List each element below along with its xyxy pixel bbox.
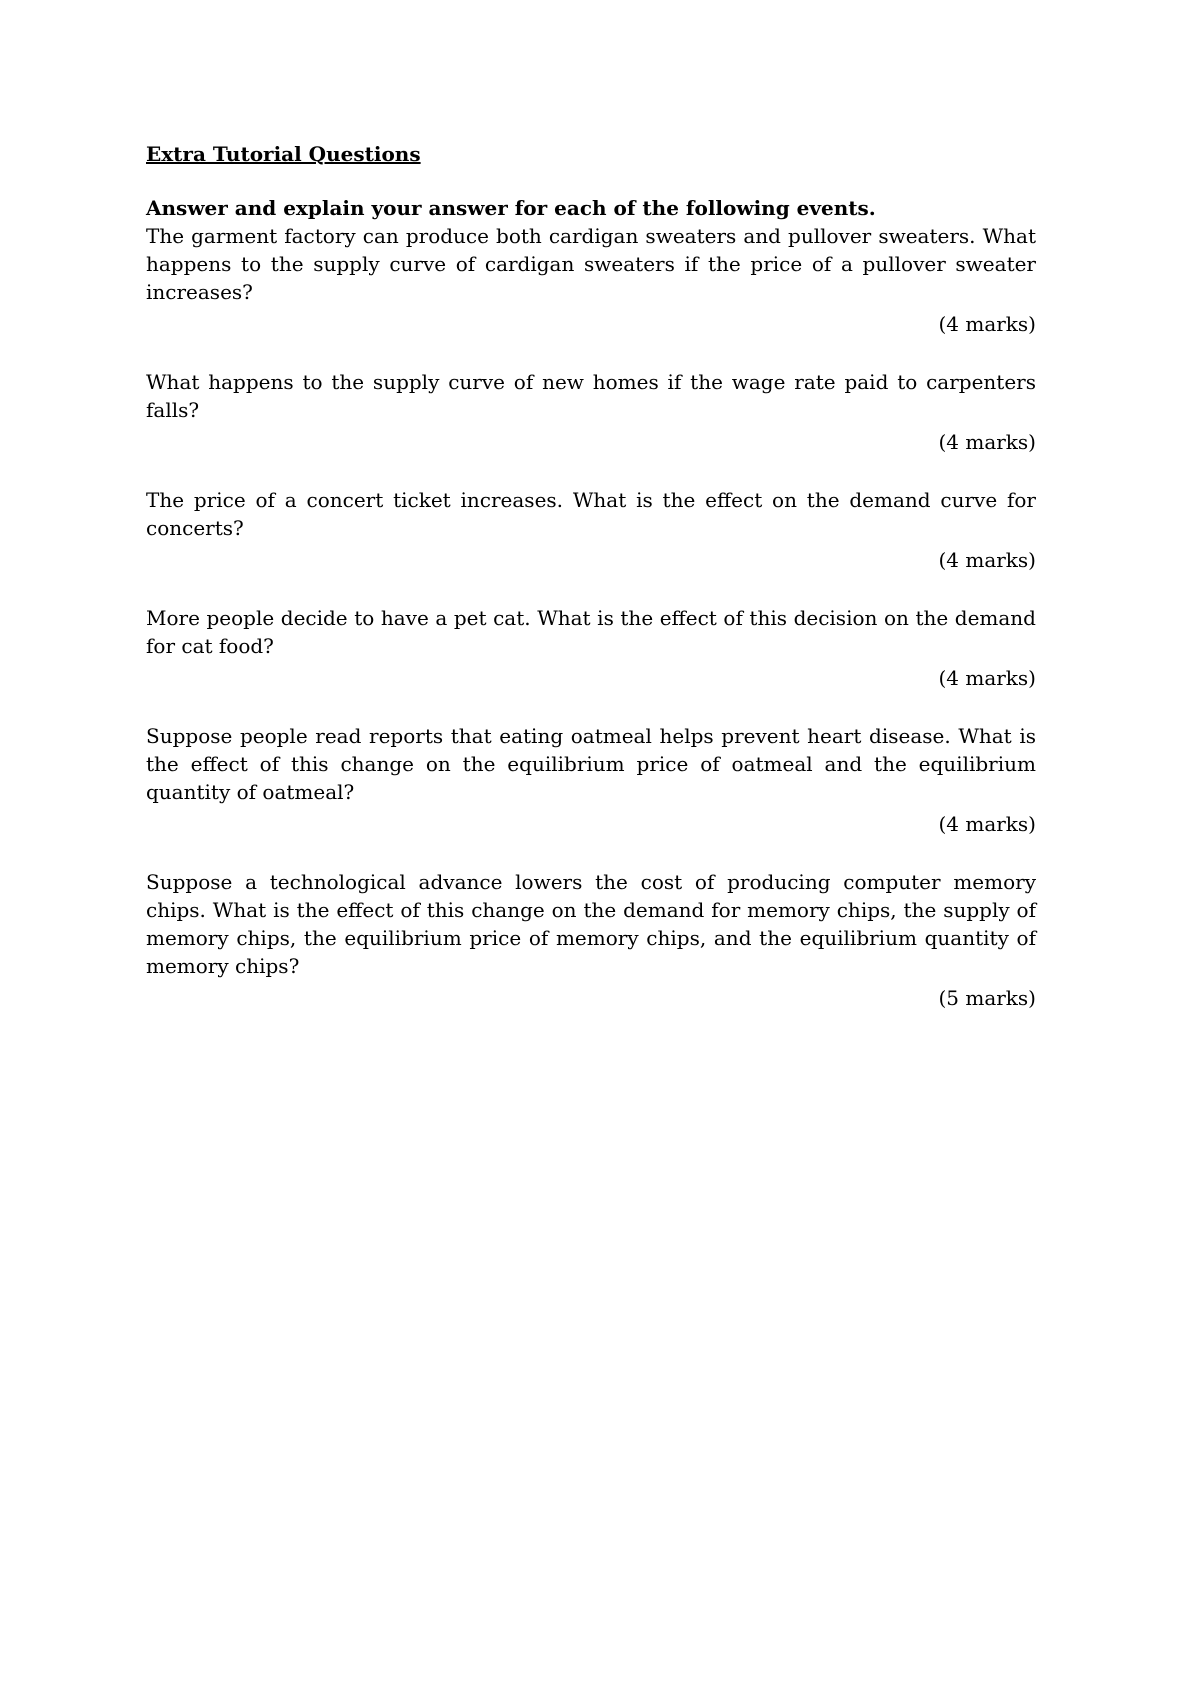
question-marks: (4 marks)	[938, 812, 1036, 836]
question-marks: (4 marks)	[938, 548, 1036, 572]
question-2	[146, 368, 1036, 456]
question-marks: (5 marks)	[938, 986, 1036, 1010]
question-3	[146, 486, 1036, 574]
question-marks: (4 marks)	[938, 666, 1036, 690]
question-text: What happens to the supply curve of new homes if the wage rate paid to carpenters falls?	[146, 370, 1036, 422]
question-6	[146, 868, 1036, 1012]
question-5	[146, 722, 1036, 838]
question-text: Suppose people read reports that eating oatmeal helps prevent heart disease. What is the effect of this change on the equilibrium price of oatmeal and the equilibrium quantity of oatmeal?	[146, 724, 1036, 804]
page-title: Extra Tutorial Questions	[146, 142, 421, 166]
document-page	[146, 140, 1036, 1042]
question-text: More people decide to have a pet cat. What is the effect of this decision on the demand for cat food?	[146, 606, 1036, 658]
instruction-text: Answer and explain your answer for each of the following events.	[146, 196, 876, 220]
question-marks: (4 marks)	[938, 430, 1036, 454]
question-4	[146, 604, 1036, 692]
question-text: The price of a concert ticket increases. What is the effect on the demand curve for concerts?	[146, 488, 1036, 540]
question-1	[146, 222, 1036, 338]
question-text: Suppose a technological advance lowers the cost of producing computer memory chips. What is the effect of this change on the demand for memory chips, the supply of memory chips, the equilibrium price of memory chips, and the equilibrium quantity of memory chips?	[146, 870, 1036, 978]
question-text: The garment factory can produce both cardigan sweaters and pullover sweaters. What happens to the supply curve of cardigan sweaters if the price of a pullover sweater increases?	[146, 224, 1036, 304]
question-marks: (4 marks)	[938, 312, 1036, 336]
